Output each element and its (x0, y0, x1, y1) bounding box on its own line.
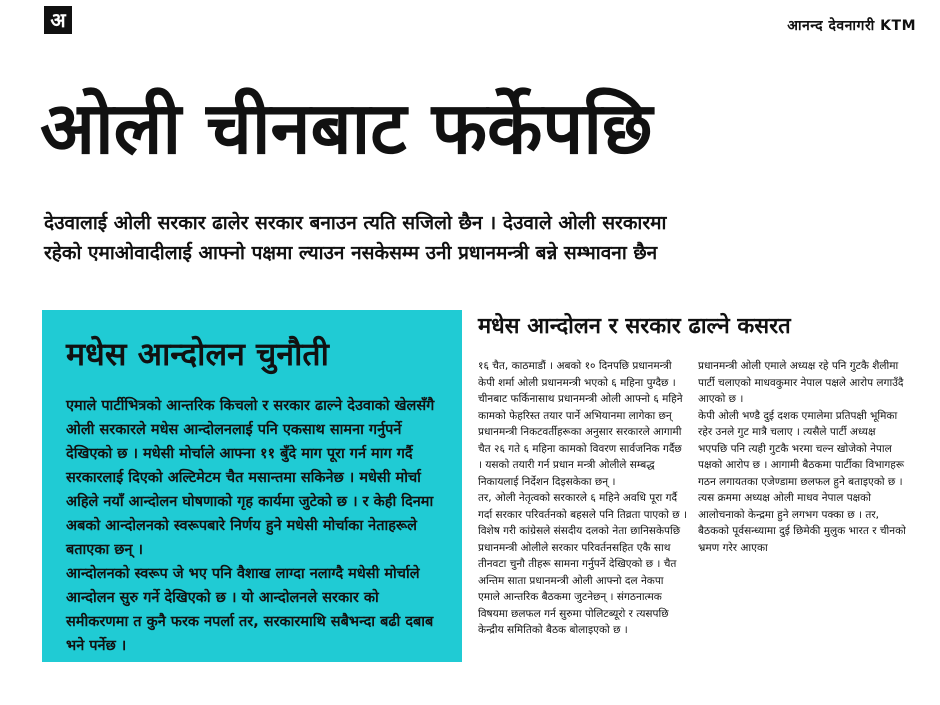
article-paragraph: प्रधानमन्त्री ओली एमाले अध्यक्ष रहे पनि गुटकै शैलीमा पार्टी चलाएको माधवकुमार नेपाल पक्षले आरोप लगाउँदै आएको छ । (698, 360, 904, 405)
article-paragraph: १६ चैत, काठमाडौं । अबको १० दिनपछि प्रधानमन्त्री केपी शर्मा ओली प्रधानमन्त्री भएको ६ महिना पुग्दैछ । चीनबाट फर्किनासाथ प्रधानमन्त्री ओली आफ्नो ६ महिने कामको फेहरिस्त तयार पार्ने अभियानमा लागेका छन् प्रधानमन्त्री निकटवर्तीहरूका अनुसार सरकारले आगामी चैत २६ गते ६ महिना कामको विवरण सार्वजनिक गर्दैछ । यसको तयारी गर्न प्रधान मन्त्री ओलीले सम्बद्ध निकायलाई निर्देशन दिइसकेका छन् । (478, 360, 683, 488)
article-body (478, 358, 908, 668)
font-name-label: आनन्द देवनागरी KTM (787, 18, 916, 34)
deck (44, 208, 904, 268)
sidebar-box (42, 310, 462, 662)
article-paragraph: केपी ओली भण्डै दुई दशक एमालेमा प्रतिपक्षी भूमिका रहेर उनले गुट मात्रै चलाए । त्यसैले पार्टी अध्यक्ष भएपछि पनि त्यही गुटकै भरमा चल्न खोजेको नेपाल पक्षको आरोप छ । आगामी बैठकमा पार्टीका विभागहरू गठन लगायतका एजेण्डामा छलफल हुने बताइएको छ । त्यस क्रममा अध्यक्ष ओली माधव नेपाल पक्षको आलोचनाको केन्द्रमा हुने लगभग पक्का छ । तर, बैठकको पूर्वसन्ध्यामा दुई छिमेकी मुलुक भारत र चीनको भ्रमण गरेर आएका (698, 409, 906, 554)
brand-logo: अ (44, 6, 72, 34)
article-paragraph: तर, ओली नेतृत्वको सरकारले ६ महिने अवधि पूरा गर्दै गर्दा सरकार परिवर्तनको बहसले पनि तिव्रता पाएको छ । विशेष गरी कांग्रेसले संसदीय दलको नेता छानिसकेपछि प्रधानमन्त्री ओलीले सरकार परिवर्तनसहित एकै साथ तीनवटा चुनौ तीहरू सामना गर्नुपर्ने देखिएको छ । चैत अन्तिम साता प्रधानमन्त्री ओली आफ्नो दल नेकपा एमाले आन्तरिक बैठकमा जुटनेछन् । संगठनात्मक विषयमा छलफल गर्न सुरुमा पोलिटब्यूरो र त्यसपछि केन्द्रीय समितिको बैठक बोलाइएको छ । (478, 492, 687, 636)
headline: ओली चीनबाट फर्केपछि (40, 86, 653, 170)
article (478, 310, 908, 636)
sidebar-box-title: मधेस आन्दोलन चुनौती (66, 335, 329, 373)
sidebar-paragraph: आन्दोलनको स्वरूप जे भए पनि वैशाख लाग्दा नलाग्दै मधेसी मोर्चाले आन्दोलन सुरु गर्ने देखिएको छ । यो आन्दोलनले सरकार को समीकरणमा त कुनै फरक नपर्ला तर, सरकारमाथि सबैभन्दा बढी दबाब भने पर्नेछ । (66, 566, 434, 654)
article-title: मधेस आन्दोलन र सरकार ढाल्ने कसरत (478, 314, 791, 339)
sidebar-paragraph: एमाले पार्टीभित्रको आन्तरिक किचलो र सरकार ढाल्ने देउवाको खेलसँगै ओली सरकारले मधेस आन्दोलनलाई पनि एकसाथ सामना गर्नुपर्ने देखिएको छ । मधेसी मोर्चाले आफ्ना ११ बुँदे माग पूरा गर्न माग गर्दै सरकारलाई दिएको अल्टिमेटम चैत मसान्तमा सकिनेछ । मधेसी मोर्चा अहिले नयाँ आन्दोलन घोषणाको गृह कार्यमा जुटेको छ । र केही दिनमा अबको आन्दोलनको स्वरूपबारे निर्णय हुने मधेसी मोर्चाका नेताहरूले बताएका छन् । (66, 398, 435, 558)
sidebar-box-body (66, 394, 440, 658)
deck-line: देउवालाई ओली सरकार ढालेर सरकार बनाउन त्यति सजिलो छैन । देउवाले ओली सरकारमा (44, 212, 667, 234)
deck-line: रहेको एमाओवादीलाई आफ्नो पक्षमा ल्याउन नसकेसम्म उनी प्रधानमन्त्री बन्ने सम्भावना छैन (44, 242, 658, 264)
